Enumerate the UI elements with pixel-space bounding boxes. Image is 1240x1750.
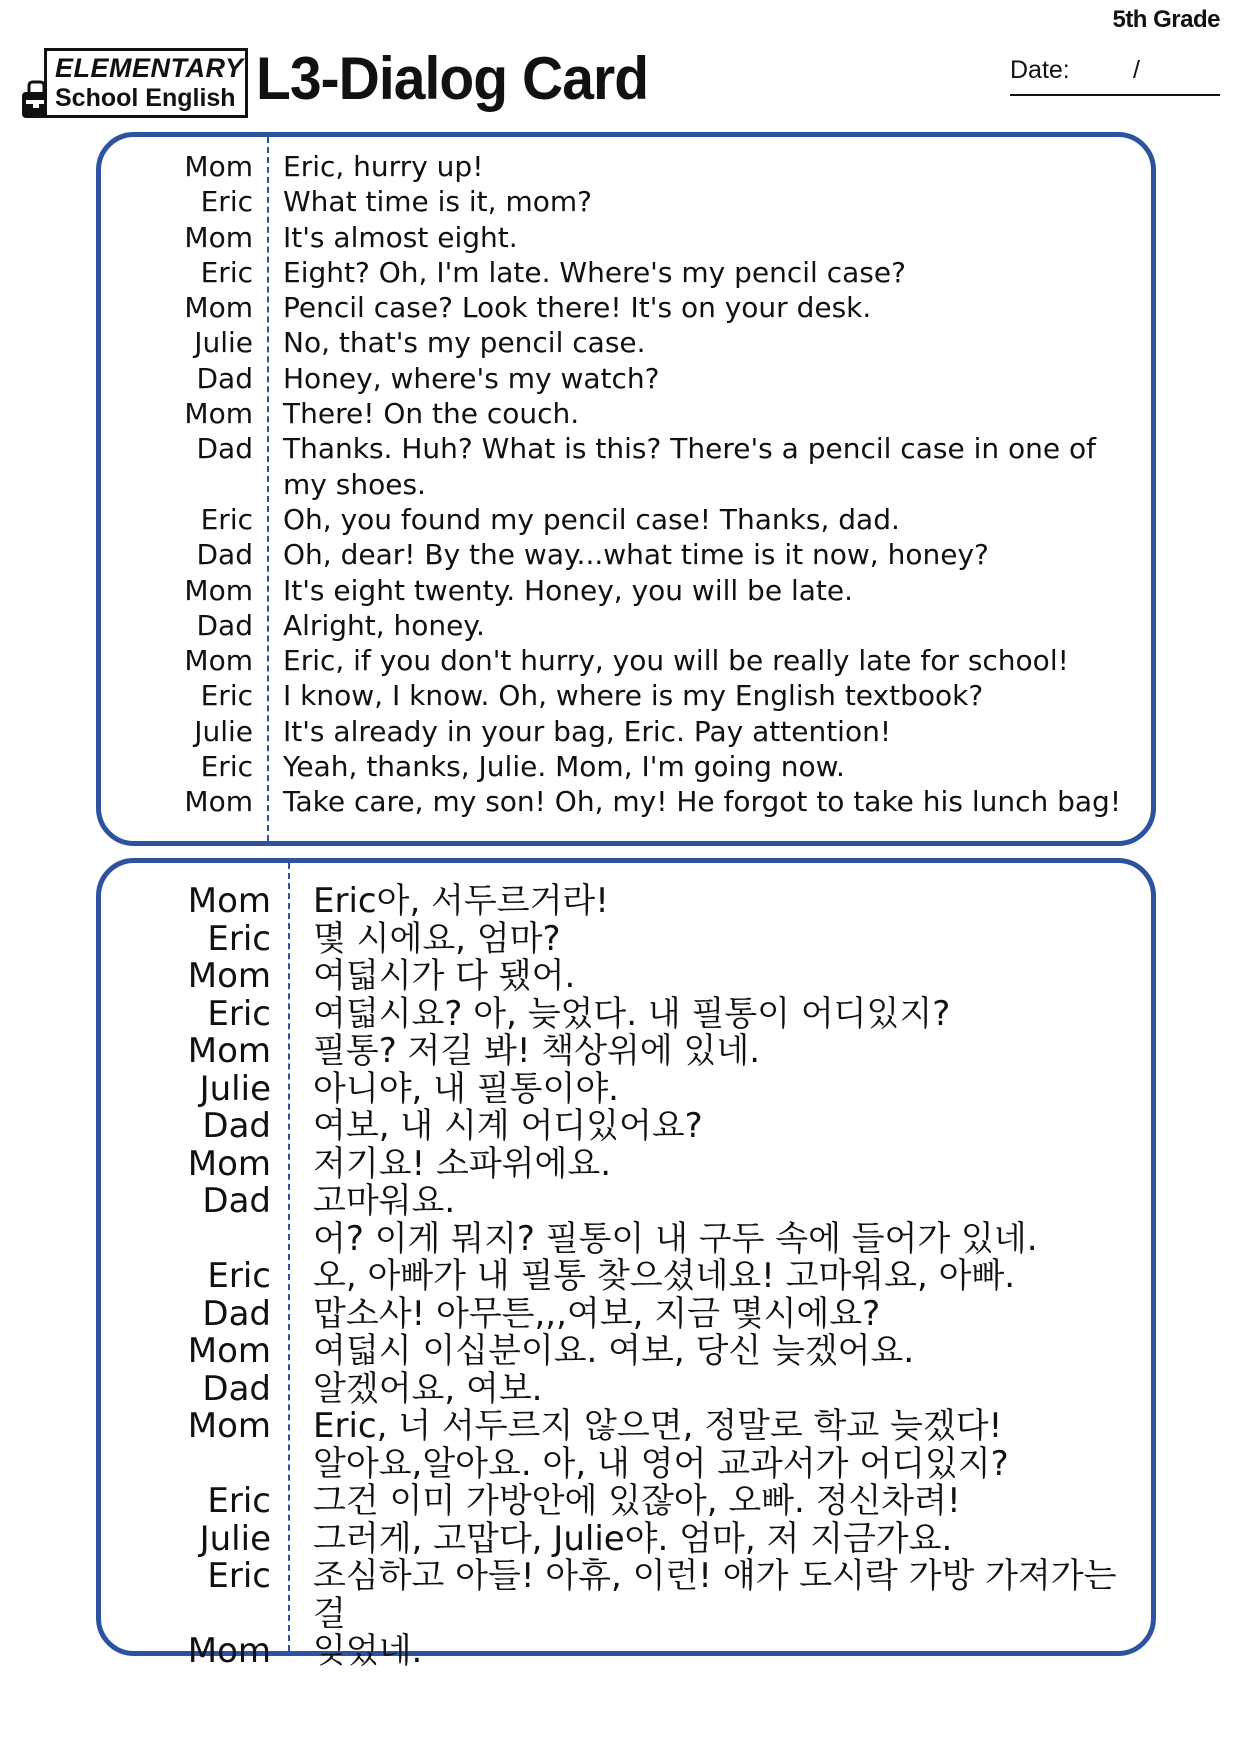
dialog-line (101, 1408, 1151, 1446)
dialog-line (101, 1333, 1151, 1371)
speaker: Julie (194, 326, 253, 360)
dialog-line (101, 396, 1151, 431)
dialog-line (101, 573, 1151, 608)
dialog-line (101, 784, 1151, 819)
dialog-line (101, 1633, 1151, 1671)
speaker: Eric (207, 993, 271, 1034)
speaker: Eric (200, 750, 253, 784)
line-text: 몇 시에요, 엄마? (313, 918, 561, 959)
dialog-line (101, 290, 1151, 325)
speaker: Julie (194, 714, 253, 748)
line-text: 오, 아빠가 내 필통 찾으셨네요! 고마워요, 아빠. (313, 1256, 1016, 1296)
date-field-line[interactable] (1010, 94, 1220, 96)
korean-dialog-card (96, 858, 1156, 1671)
speaker: Dad (196, 538, 253, 572)
line-text: Thanks. Huh? What is this? There's a pencil case in one of my shoes. (283, 432, 1096, 501)
line-text: What time is it, mom? (283, 185, 592, 219)
speaker: Eric (200, 255, 253, 289)
line-text: 저기요! 소파위에요. (313, 1143, 611, 1184)
speaker: Eric (200, 502, 253, 536)
speaker: Dad (202, 1106, 271, 1146)
grade-label: 5th Grade (1112, 6, 1220, 33)
line-text: It's eight twenty. Honey, you will be late. (283, 573, 853, 607)
line-text: Yeah, thanks, Julie. Mom, I'm going now. (283, 750, 845, 784)
dialog-line (101, 184, 1151, 219)
line-text: 아니야, 내 필통이야. (313, 1068, 619, 1109)
dialog-line (101, 502, 1151, 537)
korean-dialog-lines (101, 883, 1151, 1671)
line-text: Pencil case? Look there! It's on your desk. (283, 291, 872, 325)
line-text: Oh, you found my pencil case! Thanks, dad. (283, 502, 900, 536)
dialog-line (101, 149, 1151, 184)
line-text: No, that's my pencil case. (283, 326, 646, 360)
line-text: 그건 이미 가방안에 있잖아, 오빠. 정신차려! (313, 1481, 961, 1521)
speaker: Dad (202, 1368, 271, 1409)
speaker: Mom (184, 644, 253, 678)
logo-text-school-english: School English (55, 84, 236, 112)
english-dialog-lines (101, 149, 1151, 820)
line-text: 필통? 저길 봐! 책상위에 있네. (313, 1031, 760, 1071)
line-text: Alright, honey. (283, 608, 485, 642)
speaker (101, 1221, 271, 1259)
line-text: 여덟시 이십분이요. 여보, 당신 늦겠어요. (313, 1331, 915, 1371)
line-text: Eight? Oh, I'm late. Where's my pencil case? (283, 255, 906, 289)
page-title: L3-Dialog Card (256, 45, 649, 112)
speaker: Eric (207, 918, 271, 959)
dialog-line (101, 1258, 1151, 1296)
dialog-line (101, 1218, 1151, 1259)
line-text: 어? 이게 뭐지? 필통이 내 구두 속에 들어가 있네. (313, 1218, 1038, 1259)
logo-box (44, 48, 248, 118)
speaker: Dad (202, 1181, 271, 1221)
speaker: Eric (200, 185, 253, 219)
dialog-line (101, 1108, 1151, 1146)
line-text: It's almost eight. (283, 220, 518, 254)
dialog-line (101, 1483, 1151, 1521)
date-separator: / (1133, 56, 1140, 84)
speaker: Dad (202, 1293, 271, 1334)
dialog-line (101, 537, 1151, 572)
dialog-line (101, 918, 1151, 959)
line-text: Eric, hurry up! (283, 150, 484, 183)
speaker (101, 1446, 271, 1484)
line-text: Eric, 너 서두르지 않으면, 정말로 학교 늦겠다! (313, 1406, 1003, 1446)
dialog-line (101, 678, 1151, 713)
dialog-line (101, 993, 1151, 1034)
speaker: Mom (187, 1031, 271, 1071)
speaker: Julie (199, 1518, 271, 1559)
dialog-line (101, 325, 1151, 360)
dialog-line (101, 1368, 1151, 1409)
speaker: Eric (207, 1256, 271, 1296)
dialog-line (101, 1293, 1151, 1334)
dialog-line (101, 1443, 1151, 1484)
dialog-line (101, 255, 1151, 290)
speaker: Mom (187, 956, 271, 996)
line-text: It's already in your bag, Eric. Pay attention! (283, 714, 892, 748)
speaker: Mom (187, 881, 271, 921)
line-text: 그러게, 고맙다, Julie야. 엄마, 저 지금가요. (313, 1518, 953, 1559)
date-label: Date: (1010, 56, 1070, 84)
dialog-line (101, 431, 1151, 502)
speaker: Mom (184, 785, 253, 819)
line-text: 여덟시가 다 됐어. (313, 956, 576, 996)
speaker: Eric (207, 1556, 271, 1596)
line-text: Honey, where's my watch? (283, 361, 660, 395)
line-text: 여보, 내 시계 어디있어요? (313, 1106, 703, 1146)
line-text: 고마워요. (313, 1181, 456, 1221)
dialog-line (101, 1558, 1151, 1633)
speaker: Eric (200, 679, 253, 713)
dialog-line (101, 220, 1151, 255)
dialog-line (101, 1143, 1151, 1184)
speaker: Mom (184, 397, 253, 431)
dialog-line (101, 1033, 1151, 1071)
speaker: Eric (207, 1481, 271, 1521)
line-text: Oh, dear! By the way...what time is it now, honey? (283, 538, 989, 572)
line-text: 잊었네. (313, 1631, 423, 1671)
speaker: Mom (184, 573, 253, 607)
dialog-line (101, 361, 1151, 396)
speaker: Julie (199, 1068, 271, 1109)
dialog-line (101, 608, 1151, 643)
line-text: There! On the couch. (283, 397, 580, 431)
english-dialog-card (96, 132, 1156, 846)
speaker: Mom (184, 291, 253, 325)
dialog-line (101, 1518, 1151, 1559)
speaker: Mom (184, 220, 253, 254)
line-text: Eric아, 서두르거라! (313, 881, 609, 921)
dialog-line (101, 749, 1151, 784)
dialog-line (101, 883, 1151, 921)
dialog-line (101, 643, 1151, 678)
school-english-logo (18, 44, 248, 120)
dialog-line (101, 958, 1151, 996)
line-text: Take care, my son! Oh, my! He forgot to take his lunch bag! (283, 785, 1122, 819)
speaker: Dad (196, 608, 253, 642)
speaker: Mom (184, 150, 253, 183)
speaker: Mom (187, 1631, 271, 1671)
line-text: 알아요,알아요. 아, 내 영어 교과서가 어디있지? (313, 1443, 1009, 1484)
line-text: Eric, if you don't hurry, you will be really late for school! (283, 644, 1069, 678)
line-text: I know, I know. Oh, where is my English textbook? (283, 679, 984, 713)
line-text: 여덟시요? 아, 늦었다. 내 필통이 어디있지? (313, 993, 951, 1034)
speaker: Mom (187, 1406, 271, 1446)
line-text: 조심하고 아들! 아휴, 이런! 얘가 도시락 가방 가져가는 걸 (313, 1556, 1117, 1634)
dialog-line (101, 714, 1151, 749)
dialog-line (101, 1068, 1151, 1109)
line-text: 맙소사! 아무튼,,,여보, 지금 몇시에요? (313, 1293, 881, 1334)
speaker: Dad (196, 432, 253, 466)
speaker: Dad (196, 361, 253, 395)
speaker: Mom (187, 1143, 271, 1184)
logo-text-elementary: ELEMENTARY (55, 53, 244, 83)
line-text: 알겠어요, 여보. (313, 1368, 543, 1409)
dialog-line (101, 1183, 1151, 1221)
speaker: Mom (187, 1331, 271, 1371)
